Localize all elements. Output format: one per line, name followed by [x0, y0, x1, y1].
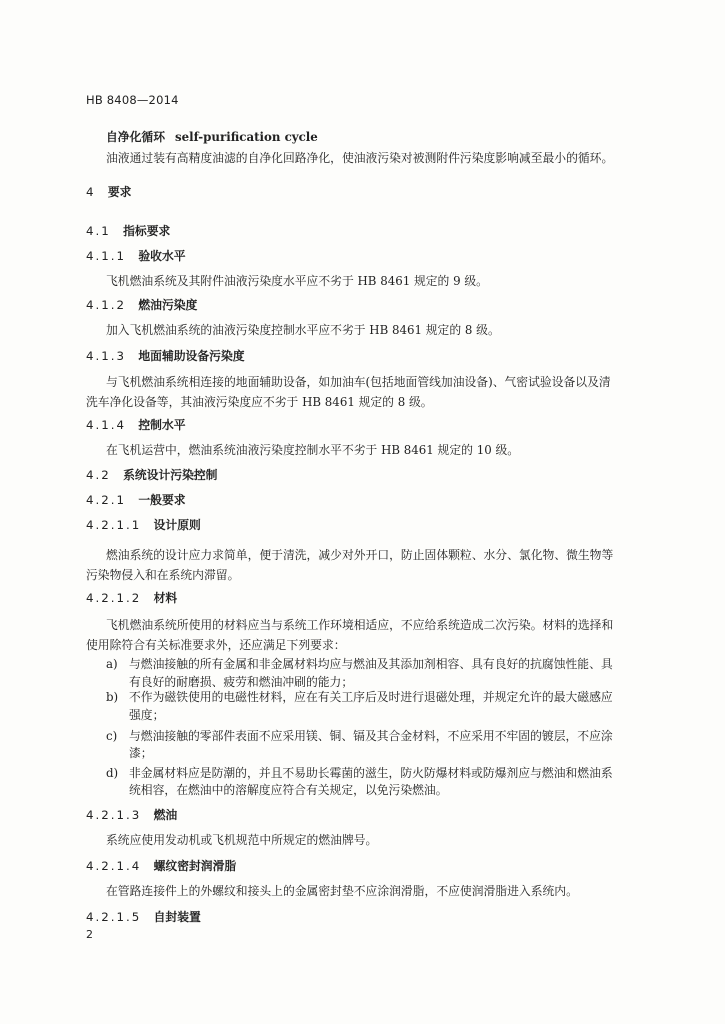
section-number: 4.2.1.4	[86, 859, 142, 873]
section-title: 验收水平	[138, 249, 186, 263]
term-chinese: 自净化循环	[106, 130, 165, 144]
section-title: 燃油污染度	[138, 298, 198, 312]
section-title: 材料	[153, 591, 178, 605]
list-item-continuation: 漆；	[129, 746, 153, 760]
section-number: 4	[86, 185, 96, 199]
section-number: 4.2.1.3	[86, 808, 142, 822]
page-number: 2	[86, 928, 93, 941]
term-english: self-purification cycle	[175, 130, 318, 144]
list-item-label: c)	[106, 729, 118, 743]
term-definition: 油液通过装有高精度油滤的自净化回路净化，使油液污染对被测附件污染度影响减至最小的循环。	[106, 151, 614, 165]
section-title: 燃油	[153, 808, 178, 822]
section-4-2-1-3-heading	[86, 806, 177, 823]
section-4-2-1-4-heading	[86, 857, 236, 874]
section-4-1-3-text-line1: 与飞机燃油系统相连接的地面辅助设备，如加油车(包括地面管线加油设备)、气密试验设备以及清	[106, 375, 611, 389]
section-4-2-1-5-heading	[86, 908, 201, 925]
list-item-label: a)	[106, 657, 118, 671]
term-heading	[106, 128, 318, 145]
section-4-1-1-heading	[86, 247, 186, 264]
section-title: 螺纹密封润滑脂	[153, 859, 237, 873]
section-title: 一般要求	[138, 493, 186, 507]
section-4-2-1-2-text-line1: 飞机燃油系统所使用的材料应当与系统工作环境相适应，不应给系统造成二次污染。材料的选择和	[106, 618, 614, 632]
section-4-1-3-heading	[86, 347, 245, 364]
list-item-text: 非金属材料应是防潮的，并且不易助长霉菌的滋生，防火防爆材料或防爆剂应与燃油和燃油系	[129, 766, 613, 780]
section-number: 4.1.1	[86, 249, 127, 263]
list-item	[106, 764, 613, 781]
section-title: 地面辅助设备污染度	[138, 349, 245, 363]
section-number: 4.2.1.5	[86, 910, 142, 924]
section-number: 4.1	[86, 224, 111, 238]
section-number: 4.1.4	[86, 418, 127, 432]
section-title: 设计原则	[153, 518, 201, 532]
section-4-2-1-3-text: 系统应使用发动机或飞机规范中所规定的燃油牌号。	[106, 833, 378, 847]
section-4-1-heading	[86, 222, 170, 239]
list-item-label: d)	[106, 766, 119, 780]
section-4-2-heading	[86, 466, 217, 483]
list-item-text: 不作为磁铁使用的电磁性材料，应在有关工序后及时进行退磁处理，并规定允许的最大磁感应	[129, 690, 613, 704]
section-4-1-1-text: 飞机燃油系统及其附件油液污染度水平应不劣于 HB 8461 规定的 9 级。	[106, 274, 488, 288]
section-number: 4.2.1.1	[86, 518, 142, 532]
section-number: 4.1.3	[86, 349, 127, 363]
section-4-2-1-heading	[86, 491, 186, 508]
section-title: 系统设计污染控制	[123, 468, 218, 482]
section-number: 4.1.2	[86, 298, 127, 312]
document-code: HB 8408—2014	[86, 93, 179, 107]
list-item	[106, 727, 613, 744]
section-4-1-3-text-line2: 洗车净化设备等，其油液污染度应不劣于 HB 8461 规定的 8 级。	[86, 395, 433, 409]
section-4-1-4-heading	[86, 416, 186, 433]
section-4-2-1-1-text-line1: 燃油系统的设计应力求简单，便于清洗，减少对外开口，防止固体颗粒、水分、氯化物、微生物等	[106, 548, 614, 562]
section-title: 控制水平	[138, 418, 186, 432]
section-title: 指标要求	[123, 224, 171, 238]
list-item	[106, 655, 613, 672]
list-item	[106, 688, 613, 705]
section-4-2-1-1-text-line2: 污染物侵入和在系统内滞留。	[86, 568, 240, 582]
section-4-2-1-2-heading	[86, 589, 177, 606]
section-4-2-1-2-text-line2: 使用除符合有关标准要求外，还应满足下列要求：	[86, 638, 346, 652]
section-number: 4.2	[86, 468, 111, 482]
section-4-heading	[86, 183, 131, 200]
section-title: 自封装置	[153, 910, 201, 924]
section-4-1-2-text: 加入飞机燃油系统的油液污染度控制水平应不劣于 HB 8461 规定的 8 级。	[106, 323, 500, 337]
list-item-text: 与燃油接触的零部件表面不应采用镁、铜、镉及其合金材料，不应采用不牢固的镀层，不应涂	[129, 729, 613, 743]
section-title: 要求	[107, 185, 132, 199]
section-number: 4.2.1.2	[86, 591, 142, 605]
section-number: 4.2.1	[86, 493, 127, 507]
section-4-1-4-text: 在飞机运营中，燃油系统油液污染度控制水平不劣于 HB 8461 规定的 10 级。	[106, 443, 520, 457]
section-4-2-1-4-text: 在管路连接件上的外螺纹和接头上的金属密封垫不应涂润滑脂，不应使润滑脂进入系统内。	[106, 884, 578, 898]
list-item-text: 与燃油接触的所有金属和非金属材料均应与燃油及其添加剂相容、具有良好的抗腐蚀性能、具	[129, 657, 613, 671]
section-4-2-1-1-heading	[86, 516, 201, 533]
list-item-label: b)	[106, 690, 119, 704]
list-item-continuation: 有良好的耐磨损、疲劳和燃油冲刷的能力；	[129, 675, 354, 689]
section-4-1-2-heading	[86, 296, 197, 313]
list-item-continuation: 强度；	[129, 708, 165, 722]
list-item-continuation: 统相容，在燃油中的溶解度应符合有关规定，以免污染燃油。	[129, 783, 448, 797]
